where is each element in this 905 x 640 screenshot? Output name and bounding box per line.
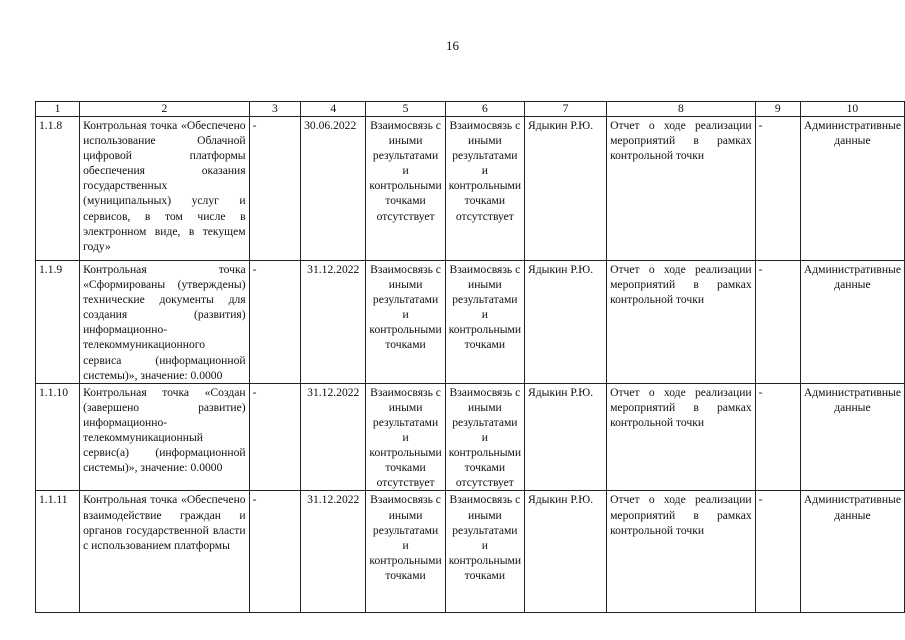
data-source: Административные данные — [800, 491, 904, 613]
column-header: 5 — [366, 102, 445, 117]
deadline-date: 30.06.2022 — [301, 117, 366, 261]
column-header: 8 — [607, 102, 756, 117]
row-number: 1.1.9 — [36, 261, 80, 384]
column-header: 3 — [249, 102, 301, 117]
relation-cell: Взаимосвязь с иными результатами и контрольными точками отсутствует — [366, 117, 445, 261]
data-source: Административные данные — [800, 383, 904, 491]
cell-col3: - — [249, 491, 301, 613]
relation-cell: Взаимосвязь с иными результатами и контрольными точками — [366, 491, 445, 613]
control-point-name: Контрольная точка «Обеспечено взаимодействие граждан и органов государственной власти с использованием платформы — [80, 491, 250, 613]
cell-col3: - — [249, 383, 301, 491]
column-header: 2 — [80, 102, 250, 117]
deadline-date: 31.12.2022 — [301, 491, 366, 613]
control-point-name: Контрольная точка «Сформированы (утверждены) технические документы для создания (развития) информационно-телекоммуникационного сервиса (информационной системы)», значение: 0.0000 — [80, 261, 250, 384]
relation-cell: Взаимосвязь с иными результатами и контрольными точками — [445, 261, 524, 384]
table-header-row — [36, 102, 905, 117]
column-header: 1 — [36, 102, 80, 117]
report-type: Отчет о ходе реализации мероприятий в рамках контрольной точки — [607, 491, 756, 613]
cell-col9: - — [755, 117, 800, 261]
control-point-name: Контрольная точка «Создан (завершено развитие) информационно-телекоммуникационный сервис(а) (информационной системы)», значение: 0.0000 — [80, 383, 250, 491]
relation-cell: Взаимосвязь с иными результатами и контрольными точками отсутствует — [445, 117, 524, 261]
responsible-person: Ядыкин Р.Ю. — [525, 261, 607, 384]
row-number: 1.1.10 — [36, 383, 80, 491]
table-row — [36, 261, 905, 384]
relation-cell: Взаимосвязь с иными результатами и контрольными точками отсутствует — [445, 383, 524, 491]
column-header: 9 — [755, 102, 800, 117]
table-row — [36, 491, 905, 613]
control-points-table — [35, 101, 905, 613]
cell-col9: - — [755, 261, 800, 384]
column-header: 10 — [800, 102, 904, 117]
responsible-person: Ядыкин Р.Ю. — [525, 117, 607, 261]
deadline-date: 31.12.2022 — [301, 383, 366, 491]
row-number: 1.1.11 — [36, 491, 80, 613]
report-type: Отчет о ходе реализации мероприятий в рамках контрольной точки — [607, 117, 756, 261]
responsible-person: Ядыкин Р.Ю. — [525, 491, 607, 613]
row-number: 1.1.8 — [36, 117, 80, 261]
report-type: Отчет о ходе реализации мероприятий в рамках контрольной точки — [607, 261, 756, 384]
column-header: 6 — [445, 102, 524, 117]
data-source: Административные данные — [800, 117, 904, 261]
page-number: 16 — [446, 38, 459, 53]
relation-cell: Взаимосвязь с иными результатами и контрольными точками — [366, 261, 445, 384]
relation-cell: Взаимосвязь с иными результатами и контрольными точками отсутствует — [366, 383, 445, 491]
column-header: 7 — [525, 102, 607, 117]
responsible-person: Ядыкин Р.Ю. — [525, 383, 607, 491]
cell-col9: - — [755, 383, 800, 491]
report-type: Отчет о ходе реализации мероприятий в рамках контрольной точки — [607, 383, 756, 491]
relation-cell: Взаимосвязь с иными результатами и контрольными точками — [445, 491, 524, 613]
cell-col9: - — [755, 491, 800, 613]
cell-col3: - — [249, 261, 301, 384]
table-row — [36, 117, 905, 261]
column-header: 4 — [301, 102, 366, 117]
data-source: Административные данные — [800, 261, 904, 384]
cell-col3: - — [249, 117, 301, 261]
table-row — [36, 383, 905, 491]
deadline-date: 31.12.2022 — [301, 261, 366, 384]
control-point-name: Контрольная точка «Обеспечено использование Облачной цифровой платформы обеспечения оказания государственных (муниципальных) услуг и сервисов, в том числе в электронном виде, в текущем году» — [80, 117, 250, 261]
